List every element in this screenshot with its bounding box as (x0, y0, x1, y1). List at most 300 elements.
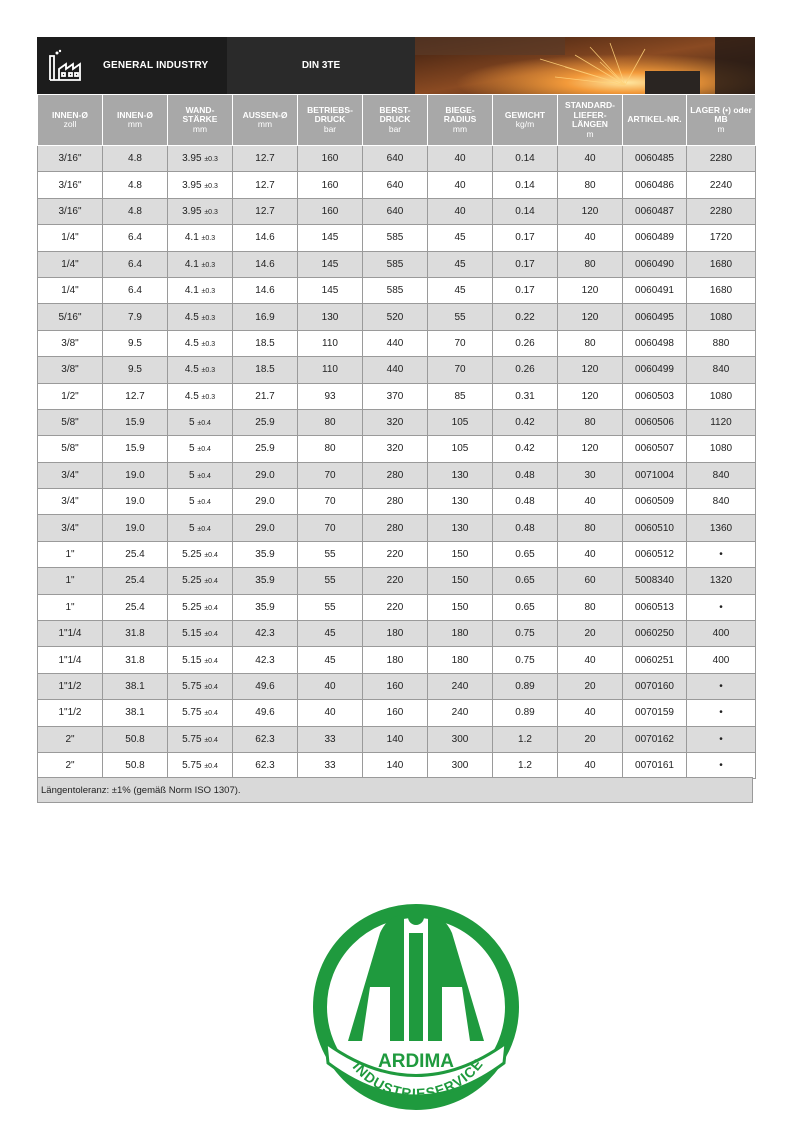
wall-tolerance: ±0.4 (204, 710, 218, 718)
cell-id_mm: 31.8 (103, 621, 168, 647)
cell-wall (168, 146, 233, 172)
cell-len: 80 (558, 594, 623, 620)
cell-art: 0060506 (623, 409, 687, 435)
cell-bp: 370 (363, 383, 428, 409)
cell-br: 105 (428, 436, 493, 462)
cell-id_mm: 15.9 (103, 436, 168, 462)
wall-tolerance: ±0.4 (204, 684, 218, 691)
cell-inch: 1/2" (38, 383, 103, 409)
cell-wt: 0.48 (493, 489, 558, 515)
cell-wt: 0.26 (493, 357, 558, 383)
cell-wt: 1.2 (493, 726, 558, 752)
cell-id_mm: 31.8 (103, 647, 168, 673)
cell-od: 25.9 (233, 409, 298, 435)
cell-wp: 70 (298, 515, 363, 541)
wall-tolerance: ±0.4 (204, 763, 218, 771)
cell-wp: 40 (298, 700, 363, 726)
cell-wp: 130 (298, 304, 363, 330)
cell-wall (168, 700, 233, 726)
cell-od: 29.0 (233, 489, 298, 515)
cell-stock: 400 (687, 621, 756, 647)
cell-stock: 1080 (687, 436, 756, 462)
cell-bp: 440 (363, 330, 428, 356)
wall-tolerance: ±0.3 (201, 314, 216, 322)
factory-icon (45, 46, 85, 86)
table-row (38, 304, 756, 330)
cell-stock: 840 (687, 357, 756, 383)
column-header-label: STANDARD-LIEFER-LÄNGEN (565, 100, 615, 129)
column-header (103, 95, 168, 146)
wall-tolerance: ±0.3 (201, 393, 216, 401)
column-header-unit: m (717, 123, 725, 134)
cell-wt: 0.65 (493, 541, 558, 567)
cell-bp: 320 (363, 409, 428, 435)
cell-art: 5008340 (623, 568, 687, 594)
table-row (38, 357, 756, 383)
cell-inch: 3/4" (38, 515, 103, 541)
cell-br: 85 (428, 383, 493, 409)
wall-value: 4.1 (184, 285, 199, 297)
wall-value: 5.25 (182, 575, 202, 587)
column-header-label: BIEGE-RADIUS (443, 104, 477, 125)
cell-wall (168, 673, 233, 699)
cell-len: 60 (558, 568, 623, 594)
cell-inch: 1/4" (38, 251, 103, 277)
cell-stock: 880 (687, 330, 756, 356)
wall-value: 5 (189, 496, 195, 508)
column-header-label: BERST-DRUCK (379, 104, 411, 125)
cell-wall (168, 515, 233, 541)
cell-bp: 220 (363, 541, 428, 567)
table-row (38, 277, 756, 303)
cell-br: 55 (428, 304, 493, 330)
cell-wt: 1.2 (493, 752, 558, 778)
wall-value: 4.1 (184, 258, 199, 270)
cell-wp: 40 (298, 673, 363, 699)
cell-wt: 0.31 (493, 383, 558, 409)
cell-wall (168, 436, 233, 462)
cell-wt: 0.75 (493, 647, 558, 673)
cell-wp: 110 (298, 357, 363, 383)
cell-art: 0060507 (623, 436, 687, 462)
cell-len: 120 (558, 277, 623, 303)
column-header (623, 95, 687, 146)
cell-art: 0060513 (623, 594, 687, 620)
cell-id_mm: 9.5 (103, 330, 168, 356)
cell-len: 20 (558, 726, 623, 752)
wall-tolerance: ±0.3 (204, 208, 218, 216)
wall-tolerance: ±0.4 (197, 499, 211, 507)
cell-stock: 840 (687, 462, 756, 488)
wall-tolerance: ±0.3 (201, 261, 216, 269)
cell-inch: 1" (38, 594, 103, 620)
wall-value: 3.95 (182, 153, 202, 165)
cell-wt: 0.65 (493, 568, 558, 594)
cell-od: 35.9 (233, 568, 298, 594)
cell-br: 150 (428, 594, 493, 620)
cell-wt: 0.17 (493, 251, 558, 277)
column-header-label: INNEN-Ø (52, 109, 88, 120)
wall-value: 5.75 (182, 733, 202, 745)
cell-wt: 0.48 (493, 515, 558, 541)
cell-art: 0060485 (623, 146, 687, 172)
wall-value: 5.75 (182, 707, 202, 719)
cell-wp: 55 (298, 594, 363, 620)
cell-inch: 1"1/4 (38, 647, 103, 673)
cell-br: 240 (428, 673, 493, 699)
table-row (38, 251, 756, 277)
cell-inch: 3/16" (38, 146, 103, 172)
column-header (493, 95, 558, 146)
cell-od: 42.3 (233, 621, 298, 647)
cell-stock: 1080 (687, 304, 756, 330)
cell-len: 40 (558, 225, 623, 251)
cell-bp: 160 (363, 673, 428, 699)
cell-bp: 220 (363, 568, 428, 594)
cell-len: 40 (558, 752, 623, 778)
cell-wall (168, 462, 233, 488)
column-header-unit: mm (452, 123, 468, 134)
cell-len: 20 (558, 621, 623, 647)
wall-value: 3.95 (182, 179, 202, 191)
cell-stock: 2280 (687, 198, 756, 224)
cell-br: 300 (428, 752, 493, 778)
table-row (38, 568, 756, 594)
cell-len: 120 (558, 357, 623, 383)
cell-wall (168, 198, 233, 224)
wall-value: 5.25 (182, 549, 202, 561)
cell-wt: 0.48 (493, 462, 558, 488)
wall-tolerance: ±0.4 (197, 525, 211, 533)
cell-wt: 0.89 (493, 673, 558, 699)
cell-bp: 280 (363, 515, 428, 541)
welding-sparks-photo (415, 37, 755, 94)
table-row (38, 541, 756, 567)
standard-title: DIN 3TE (227, 37, 415, 94)
cell-inch: 3/8" (38, 330, 103, 356)
table-row (38, 726, 756, 752)
cell-id_mm: 19.0 (103, 462, 168, 488)
cell-len: 40 (558, 647, 623, 673)
cell-len: 80 (558, 172, 623, 198)
cell-stock: 2240 (687, 172, 756, 198)
cell-wt: 0.14 (493, 146, 558, 172)
cell-br: 130 (428, 515, 493, 541)
column-header-unit: mm (192, 123, 208, 134)
cell-bp: 280 (363, 462, 428, 488)
cell-wp: 70 (298, 462, 363, 488)
cell-stock: 2280 (687, 146, 756, 172)
cell-stock: 1680 (687, 277, 756, 303)
wall-value: 4.5 (184, 311, 199, 323)
cell-inch: 3/4" (38, 489, 103, 515)
cell-stock: 1120 (687, 409, 756, 435)
cell-inch: 2" (38, 726, 103, 752)
cell-br: 70 (428, 330, 493, 356)
cell-inch: 3/16" (38, 172, 103, 198)
cell-art: 0060509 (623, 489, 687, 515)
wall-value: 5.25 (182, 601, 202, 613)
cell-od: 21.7 (233, 383, 298, 409)
cell-od: 42.3 (233, 647, 298, 673)
cell-bp: 440 (363, 357, 428, 383)
wall-tolerance: ±0.3 (204, 156, 218, 164)
column-header-unit: m (586, 128, 594, 139)
cell-len: 40 (558, 489, 623, 515)
table-row (38, 673, 756, 699)
column-header-unit: zoll (63, 119, 77, 129)
cell-od: 14.6 (233, 225, 298, 251)
cell-br: 45 (428, 277, 493, 303)
cell-wp: 160 (298, 198, 363, 224)
wall-tolerance: ±0.3 (204, 182, 218, 190)
logo-subtitle: INDUSTRIESERVICE (349, 1055, 487, 1102)
cell-len: 80 (558, 515, 623, 541)
cell-br: 150 (428, 541, 493, 567)
column-header-label: LAGER (•) oder MB (690, 104, 752, 125)
cell-art: 0060512 (623, 541, 687, 567)
table-row (38, 146, 756, 172)
cell-id_mm: 9.5 (103, 357, 168, 383)
wall-value: 4.5 (184, 337, 199, 349)
cell-wp: 145 (298, 277, 363, 303)
cell-id_mm: 4.8 (103, 198, 168, 224)
cell-wall (168, 383, 233, 409)
wall-tolerance: ±0.4 (197, 472, 211, 480)
cell-wp: 80 (298, 436, 363, 462)
column-header (168, 95, 233, 146)
cell-art: 0070162 (623, 726, 687, 752)
cell-art: 0060487 (623, 198, 687, 224)
table-row (38, 594, 756, 620)
cell-od: 35.9 (233, 594, 298, 620)
cell-inch: 1/4" (38, 277, 103, 303)
cell-wall (168, 541, 233, 567)
ardima-logo (308, 903, 524, 1114)
hose-spec-table (37, 94, 756, 779)
cell-wt: 0.14 (493, 198, 558, 224)
cell-art: 0070161 (623, 752, 687, 778)
cell-bp: 520 (363, 304, 428, 330)
cell-wp: 45 (298, 647, 363, 673)
cell-id_mm: 15.9 (103, 409, 168, 435)
cell-art: 0060510 (623, 515, 687, 541)
wall-value: 5 (189, 469, 195, 481)
table-row (38, 700, 756, 726)
wall-tolerance: ±0.3 (201, 235, 216, 243)
cell-br: 105 (428, 409, 493, 435)
table-row (38, 489, 756, 515)
cell-br: 180 (428, 647, 493, 673)
cell-br: 40 (428, 198, 493, 224)
wall-tolerance: ±0.3 (201, 288, 216, 296)
cell-wall (168, 277, 233, 303)
wall-value: 4.5 (184, 364, 199, 376)
cell-len: 40 (558, 700, 623, 726)
cell-br: 40 (428, 172, 493, 198)
cell-bp: 640 (363, 146, 428, 172)
column-header (558, 95, 623, 146)
cell-art: 0060490 (623, 251, 687, 277)
cell-wp: 160 (298, 146, 363, 172)
cell-wt: 0.22 (493, 304, 558, 330)
cell-wall (168, 330, 233, 356)
cell-inch: 5/8" (38, 436, 103, 462)
cell-id_mm: 19.0 (103, 515, 168, 541)
cell-bp: 585 (363, 225, 428, 251)
wall-tolerance: ±0.4 (204, 657, 218, 665)
wall-tolerance: ±0.4 (204, 604, 218, 612)
cell-id_mm: 4.8 (103, 172, 168, 198)
cell-od: 25.9 (233, 436, 298, 462)
cell-od: 14.6 (233, 277, 298, 303)
cell-wt: 0.14 (493, 172, 558, 198)
cell-od: 14.6 (233, 251, 298, 277)
table-row (38, 647, 756, 673)
table-row (38, 409, 756, 435)
cell-stock: • (687, 726, 756, 752)
cell-wp: 110 (298, 330, 363, 356)
category-block (37, 37, 227, 94)
cell-wt: 0.42 (493, 436, 558, 462)
cell-art: 0071004 (623, 462, 687, 488)
cell-br: 150 (428, 568, 493, 594)
wall-tolerance: ±0.4 (197, 420, 211, 428)
wall-tolerance: ±0.4 (204, 578, 218, 586)
table-row (38, 383, 756, 409)
cell-len: 40 (558, 541, 623, 567)
column-header (298, 95, 363, 146)
cell-len: 80 (558, 251, 623, 277)
cell-wall (168, 752, 233, 778)
cell-stock: • (687, 594, 756, 620)
wall-tolerance: ±0.4 (197, 446, 211, 454)
cell-art: 0070159 (623, 700, 687, 726)
wall-value: 3.95 (182, 205, 202, 217)
column-header-label: BETRIEBS-DRUCK (307, 104, 353, 125)
cell-art: 0060498 (623, 330, 687, 356)
cell-stock: 1320 (687, 568, 756, 594)
cell-stock: 1080 (687, 383, 756, 409)
column-header-label: INNEN-Ø (117, 109, 153, 120)
cell-art: 0060250 (623, 621, 687, 647)
table-row (38, 515, 756, 541)
cell-wp: 55 (298, 568, 363, 594)
cell-wt: 0.26 (493, 330, 558, 356)
cell-art: 0060491 (623, 277, 687, 303)
cell-wt: 0.17 (493, 225, 558, 251)
column-header-unit: mm (257, 119, 273, 129)
cell-len: 120 (558, 304, 623, 330)
cell-od: 49.6 (233, 673, 298, 699)
cell-od: 16.9 (233, 304, 298, 330)
cell-art: 0060489 (623, 225, 687, 251)
cell-stock: • (687, 700, 756, 726)
cell-inch: 1" (38, 568, 103, 594)
cell-br: 240 (428, 700, 493, 726)
cell-inch: 3/8" (38, 357, 103, 383)
table-row (38, 330, 756, 356)
column-header-unit: bar (323, 123, 337, 134)
cell-bp: 280 (363, 489, 428, 515)
cell-wt: 0.17 (493, 277, 558, 303)
table-row (38, 621, 756, 647)
cell-bp: 140 (363, 726, 428, 752)
wall-value: 5.15 (182, 654, 202, 666)
column-header-label: AUSSEN-Ø (242, 109, 288, 120)
cell-inch: 3/16" (38, 198, 103, 224)
cell-bp: 585 (363, 277, 428, 303)
cell-wp: 70 (298, 489, 363, 515)
cell-od: 18.5 (233, 357, 298, 383)
cell-bp: 220 (363, 594, 428, 620)
cell-art: 0060503 (623, 383, 687, 409)
cell-inch: 1"1/4 (38, 621, 103, 647)
cell-id_mm: 38.1 (103, 673, 168, 699)
cell-stock: • (687, 541, 756, 567)
cell-wp: 93 (298, 383, 363, 409)
cell-len: 120 (558, 436, 623, 462)
cell-wall (168, 172, 233, 198)
cell-od: 29.0 (233, 462, 298, 488)
wall-value: 4.5 (184, 390, 199, 402)
cell-len: 30 (558, 462, 623, 488)
wall-tolerance: ±0.3 (201, 367, 216, 375)
cell-wp: 33 (298, 752, 363, 778)
cell-br: 300 (428, 726, 493, 752)
column-header (233, 95, 298, 146)
wall-value: 5 (189, 443, 195, 455)
cell-len: 80 (558, 330, 623, 356)
cell-wall (168, 647, 233, 673)
cell-len: 120 (558, 383, 623, 409)
cell-inch: 5/8" (38, 409, 103, 435)
wall-value: 5.75 (182, 681, 202, 692)
cell-id_mm: 50.8 (103, 752, 168, 778)
cell-bp: 180 (363, 647, 428, 673)
cell-len: 120 (558, 198, 623, 224)
cell-wt: 0.65 (493, 594, 558, 620)
cell-br: 180 (428, 621, 493, 647)
wall-tolerance: ±0.3 (201, 340, 216, 348)
cell-wt: 0.75 (493, 621, 558, 647)
cell-wall (168, 726, 233, 752)
cell-wall (168, 409, 233, 435)
category-title: GENERAL INDUSTRY (103, 60, 209, 71)
cell-od: 29.0 (233, 515, 298, 541)
cell-stock: 1680 (687, 251, 756, 277)
cell-stock: 1720 (687, 225, 756, 251)
wall-value: 5 (189, 522, 195, 534)
cell-id_mm: 25.4 (103, 568, 168, 594)
cell-bp: 180 (363, 621, 428, 647)
cell-id_mm: 25.4 (103, 541, 168, 567)
cell-id_mm: 50.8 (103, 726, 168, 752)
column-header (363, 95, 428, 146)
cell-od: 12.7 (233, 146, 298, 172)
column-header-unit: kg/m (515, 119, 535, 129)
cell-od: 12.7 (233, 198, 298, 224)
cell-bp: 140 (363, 752, 428, 778)
cell-wp: 55 (298, 541, 363, 567)
cell-wt: 0.42 (493, 409, 558, 435)
column-header-label: WAND-STÄRKE (182, 104, 218, 125)
cell-len: 40 (558, 146, 623, 172)
cell-od: 12.7 (233, 172, 298, 198)
logo-name: ARDIMA (378, 1051, 454, 1072)
cell-wall (168, 251, 233, 277)
cell-od: 49.6 (233, 700, 298, 726)
